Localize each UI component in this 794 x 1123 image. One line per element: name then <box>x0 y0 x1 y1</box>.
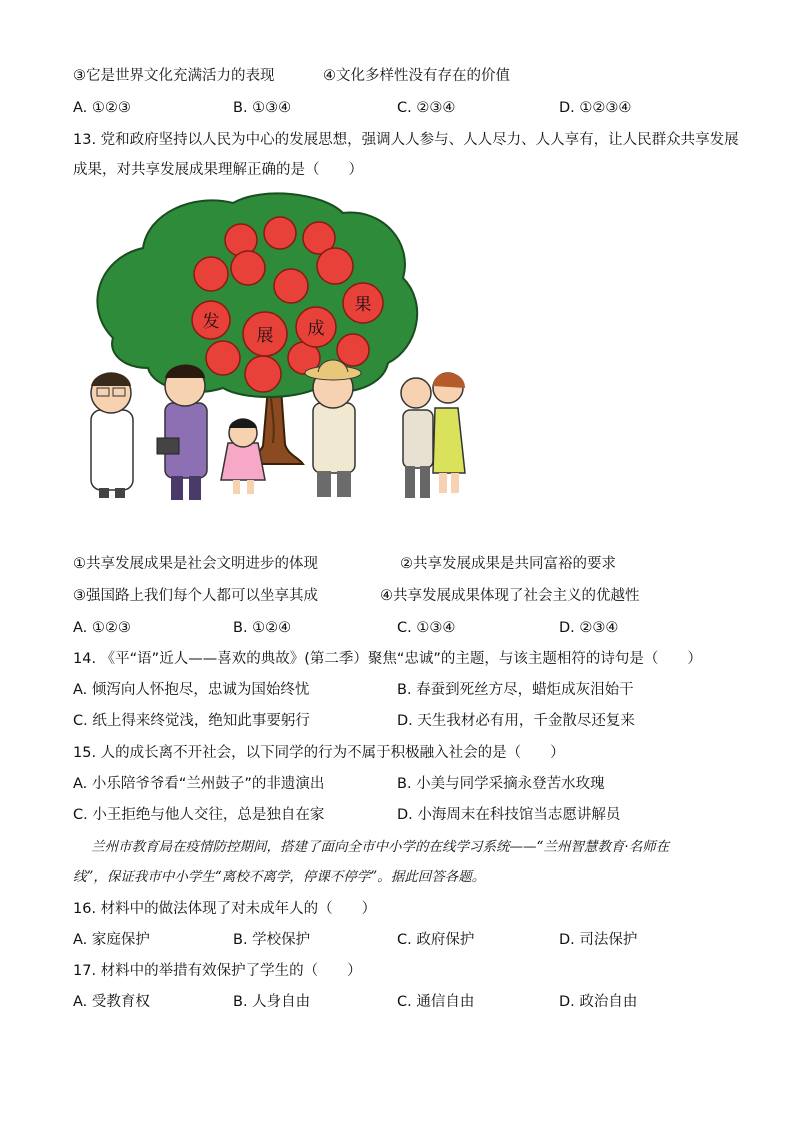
q12-statement-3: ③它是世界文化充满活力的表现 <box>73 68 275 84</box>
q16-option-a: A. 家庭保护 <box>73 932 150 948</box>
q12-option-b: B. ①③④ <box>233 100 292 116</box>
apple-text-4: 果 <box>354 295 372 315</box>
apple-text-3: 成 <box>307 319 325 339</box>
q14-option-d: D. 天生我材必有用，千金散尽还复来 <box>397 713 635 729</box>
q17-stem: 17. 材料中的举措有效保护了学生的（ ） <box>73 963 362 979</box>
q15-option-b: B. 小美与同学采摘永登苦水玫瑰 <box>397 776 605 792</box>
q16-option-c: C. 政府保护 <box>397 932 475 948</box>
shared-development-illustration <box>73 188 483 518</box>
material-line1: 兰州市教育局在疫情防控期间，搭建了面向全市中小学的在线学习系统——“兰州智慧教育·名师在 <box>91 839 670 855</box>
q14-option-b: B. 春蚕到死丝方尽，蜡炬成灰泪始干 <box>397 682 634 698</box>
q12-option-d: D. ①②③④ <box>559 100 632 116</box>
q13-statement-1: ①共享发展成果是社会文明进步的体现 <box>73 556 318 572</box>
q12-statement-4: ④文化多样性没有存在的价值 <box>323 68 510 84</box>
q16-option-d: D. 司法保护 <box>559 932 638 948</box>
q14-stem: 14. 《平“语”近人——喜欢的典故》(第二季）聚焦“忠诚”的主题，与该主题相符的诗句是（ ） <box>73 651 702 667</box>
q17-option-a: A. 受教育权 <box>73 994 150 1010</box>
q17-option-d: D. 政治自由 <box>559 994 638 1010</box>
q13-option-d: D. ②③④ <box>559 620 619 636</box>
q13-stem-line1: 13. 党和政府坚持以人民为中心的发展思想，强调人人参与、人人尽力、人人享有，让人民群众共享发展 <box>73 132 739 148</box>
q16-stem: 16. 材料中的做法体现了对未成年人的（ ） <box>73 901 377 917</box>
q12-option-c: C. ②③④ <box>397 100 456 116</box>
person-girl <box>221 419 265 494</box>
apple-text-1: 发 <box>202 312 220 332</box>
person-businessman <box>157 365 207 501</box>
q13-statement-2: ②共享发展成果是共同富裕的要求 <box>400 556 616 572</box>
q13-option-c: C. ①③④ <box>397 620 456 636</box>
q15-option-c: C. 小王拒绝与他人交往，总是独自在家 <box>73 807 325 823</box>
q17-option-c: C. 通信自由 <box>397 994 475 1010</box>
q17-option-b: B. 人身自由 <box>233 994 311 1010</box>
person-doctor <box>91 373 133 499</box>
person-elderly-woman <box>433 373 465 493</box>
q13-option-a: A. ①②③ <box>73 620 131 636</box>
q16-option-b: B. 学校保护 <box>233 932 311 948</box>
q13-option-b: B. ①②④ <box>233 620 292 636</box>
person-elderly-man <box>401 378 433 498</box>
apple-text-2: 展 <box>256 326 274 346</box>
q15-option-d: D. 小海周末在科技馆当志愿讲解员 <box>397 807 621 823</box>
material-line2: 线”，保证我市中小学生“离校不离学，停课不停学”。据此回答各题。 <box>73 869 486 885</box>
q12-option-a: A. ①②③ <box>73 100 131 116</box>
q14-option-a: A. 倾泻向人怀抱尽，忠诚为国始终忧 <box>73 682 310 698</box>
q13-statement-4: ④共享发展成果体现了社会主义的优越性 <box>380 588 640 604</box>
q13-stem-line2: 成果，对共享发展成果理解正确的是（ ） <box>73 162 363 178</box>
q13-statement-3: ③强国路上我们每个人都可以坐享其成 <box>73 588 318 604</box>
q15-option-a: A. 小乐陪爷爷看“兰州鼓子”的非遗演出 <box>73 776 325 792</box>
q14-option-c: C. 纸上得来终觉浅，绝知此事要躬行 <box>73 713 310 729</box>
q15-stem: 15. 人的成长离不开社会，以下同学的行为不属于积极融入社会的是（ ） <box>73 745 565 761</box>
